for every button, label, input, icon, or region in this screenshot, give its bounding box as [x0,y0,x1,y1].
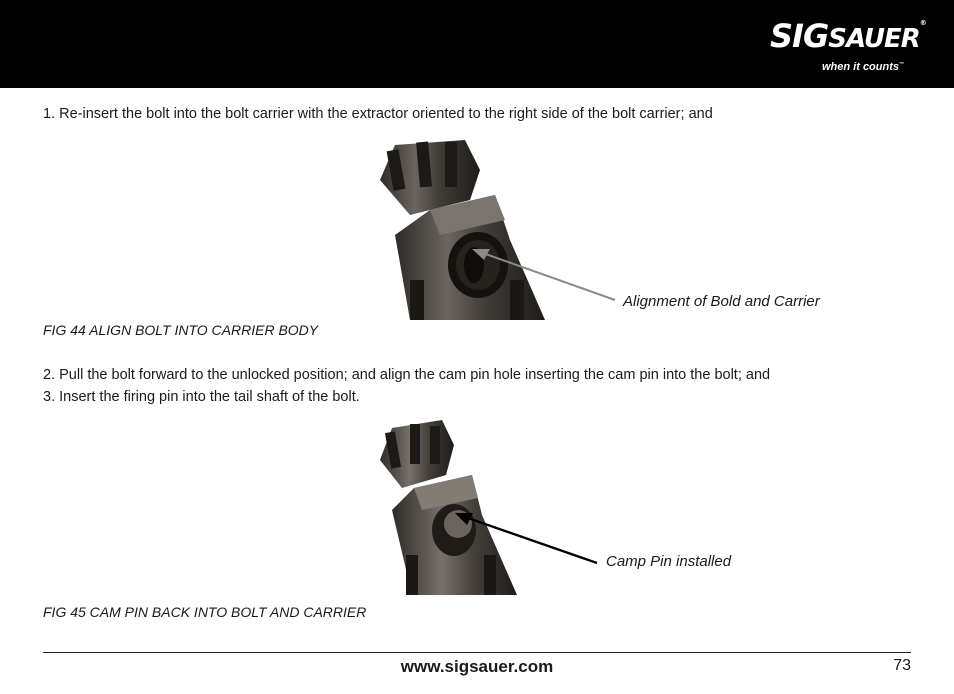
step-2-text: 2. Pull the bolt forward to the unlocked position; and align the cam pin hole inserting the cam pin into the bolt; and [43,367,771,383]
sig-sauer-logo [770,17,926,80]
figure-45-callout: Camp Pin installed [606,553,732,570]
figure-45-callout-arrow [445,505,605,570]
step-1-text: 1. Re-insert the bolt into the bolt carrier with the extractor oriented to the right side of the bolt carrier; and [43,106,713,122]
figure-44-callout-arrow [460,240,630,310]
footer-website-link[interactable]: www.sigsauer.com [400,657,554,676]
page-header [0,0,954,88]
figure-44-caption: FIG 44 ALIGN BOLT INTO CARRIER BODY [43,322,319,338]
logo-wordmark: SIGSAUER® [770,17,926,55]
step-3-text: 3. Insert the firing pin into the tail shaft of the bolt. [43,389,360,405]
footer-divider [43,652,911,653]
logo-tagline: when it counts™ [822,61,904,73]
figure-44-callout: Alignment of Bold and Carrier [623,293,820,310]
page-number: 73 [893,657,911,674]
figure-45-caption: FIG 45 CAM PIN BACK INTO BOLT AND CARRIER [43,604,367,620]
